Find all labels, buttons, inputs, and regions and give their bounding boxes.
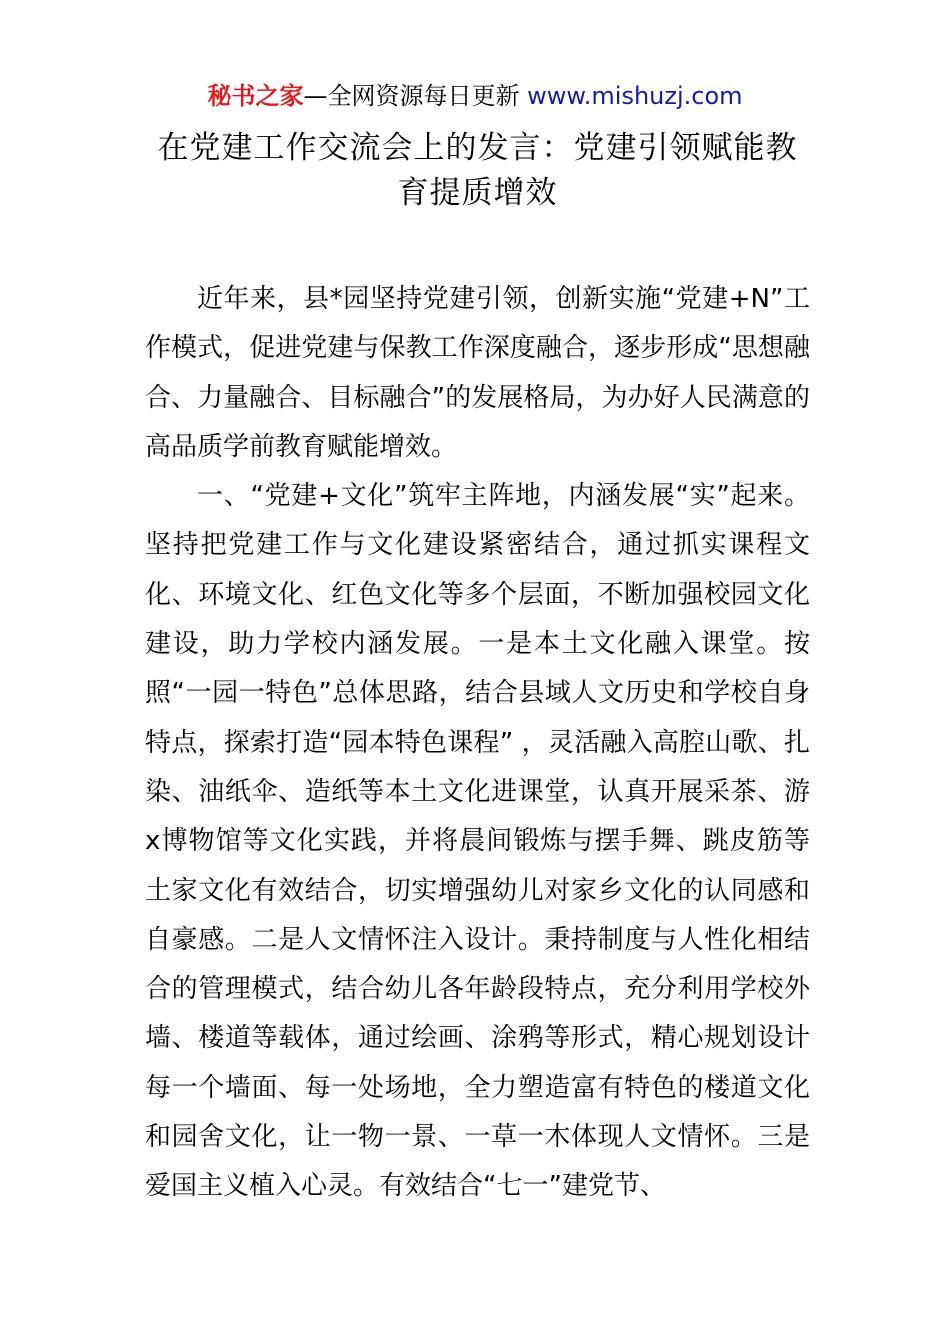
section-one-paragraph: 一、“党建+文化”筑牢主阵地，内涵发展“实”起来。坚持把党建工作与文化建设紧密结合，通过抓实课程文化、环境文化、红色文化等多个层面，不断加强校园文化建设，助力学校内涵发展。一是本土文化融入课堂。按照“一园一特色”总体思路，结合县域人文历史和学校自身特点，探索打造“园本特色课程” ，灵活融入高腔山歌、扎染、油纸伞、造纸等本土文化进课堂，认真开展采茶、游x博物馆等文化实践，并将晨间锻炼与摆手舞、跳皮筋等土家文化有效结合，切实增强幼儿对家乡文化的认同感和自豪感。二是人文情怀注入设计。秉持制度与人性化相结合的管理模式，结合幼儿各年龄段特点，充分利用学校外墙、楼道等载体，通过绘画、涂鸦等形式，精心规划设计每一个墙面、每一处场地，全力塑造富有特色的楼道文化和园舍文化，让一物一景、一草一木体现人文情怀。三是爱国主义植入心灵。有效结合“七一”建党节、 [145, 481, 810, 1202]
site-url-link[interactable]: www.mishuzj.com [527, 82, 743, 110]
brand-name: 秘书之家 [207, 82, 304, 110]
header-tagline: —全网资源每日更新 [303, 82, 528, 110]
intro-paragraph: 近年来，县*园坚持党建引领，创新实施“党建+N”工作模式，促进党建与保教工作深度融合，逐步形成“思想融合、力量融合、目标融合”的发展格局，为办好人民满意的高品质学前教育赋能增效。 [145, 284, 810, 462]
site-header [0, 80, 950, 112]
document-title: 在党建工作交流会上的发言：党建引领赋能教育提质增效 [157, 130, 798, 211]
document-body [145, 275, 810, 1212]
